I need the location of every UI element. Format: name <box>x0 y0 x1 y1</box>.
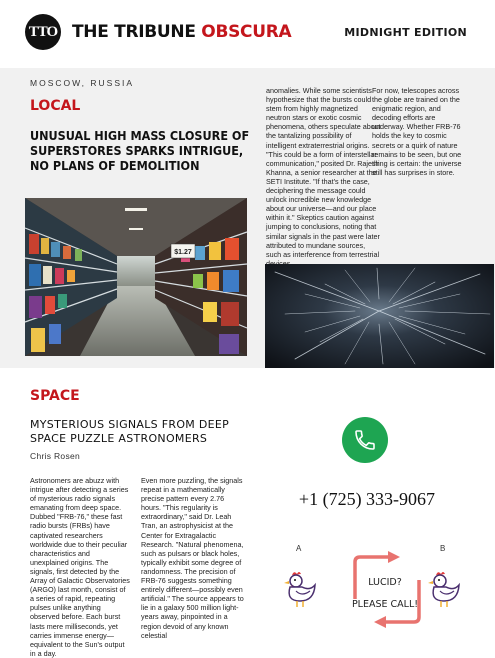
space-article-column-1: Astronomers are abuzz with intrigue after detecting a series of mysterious radio signals emanating from deep space. Dubbed "FRB-76," these fast radio bursts (FRBs) have captivated researchers worldwide due to their peculiar characteristics and unexplained origins. The signals, first detected by the Array of Galactic Observatories (ARGO) last month, consist of a series of rapid, repeating pulses unlike anything observed before. Each burst lasts mere milliseconds, yet carries immense energy—equivalent to the Sun's output in a day. <box>30 476 130 658</box>
starfield-photo <box>265 264 494 368</box>
ad-line-1: LUCID? <box>368 577 402 588</box>
phone-number[interactable]: +1 (725) 333-9067 <box>298 489 436 509</box>
section-label-local: LOCAL <box>30 98 81 114</box>
byline: Chris Rosen <box>30 451 81 461</box>
section-label-space: SPACE <box>30 388 80 404</box>
supermarket-aisle-photo <box>25 198 247 356</box>
phone-icon <box>353 428 377 452</box>
article-column-continued: anomalies. While some scientists hypothesize that the bursts could stem from highly magnetized neutron stars or exotic cosmic phenomena, others speculate about the tantalizing possibility of intelligent extraterrestrial origins. "This could be a form of interstellar communication," posited Dr. Rajesh Khanna, a senior researcher at the SETI Institute. "If that's the case, deciphering the message could unlock incredible new knowledge about our universe—and our place within it." Skeptics caution against jumping to conclusions, noting that similar signals in the past were later attributed to mundane sources, such as interference from terrestrial <box>266 86 381 259</box>
masthead <box>0 0 495 68</box>
article-column-conclusion: For now, telescopes across the globe are trained on the enigmatic region, and decoding efforts are underway. Whether FRB-76 holds the key to cosmic secrets or a quirk of nature remains to be seen, but one thing is certain: the universe still has surprises in store. <box>372 86 462 177</box>
dateline: MOSCOW, RUSSIA <box>30 78 135 88</box>
publication-title-part1: THE TRIBUNE <box>72 22 202 42</box>
hen-b-icon <box>424 567 464 609</box>
label-b: B <box>440 544 446 553</box>
space-article-column-2: Even more puzzling, the signals repeat in a mathematically precise pattern every 2.76 hours. "This regularity is extraordinary," said Dr. Leah Tran, an astrophysicist at the Center for Extragalactic Research. "Natural phenomena, such as pulsars or black holes, typically exhibit some degree of randomness. The precision of FRB-76 suggests something entirely different—possibly even artificial." The source appears to lie in a galaxy 500 million light-years away, pinpointed in a region devoid of any known celestial <box>141 476 244 640</box>
logo: TTO <box>25 14 61 50</box>
space-headline: MYSTERIOUS SIGNALS FROM DEEP SPACE PUZZLE ASTRONOMERS <box>30 418 230 445</box>
edition-label: MIDNIGHT EDITION <box>344 26 467 39</box>
price-sign: $1.27 <box>174 249 192 256</box>
hen-a-icon <box>280 567 320 609</box>
label-a: A <box>296 544 302 553</box>
publication-title-part2: OBSCURA <box>201 22 292 42</box>
ad-line-2: PLEASE CALL! <box>351 599 419 610</box>
publication-title <box>72 22 291 42</box>
phone-call-button[interactable] <box>342 417 388 463</box>
local-headline: UNUSUAL HIGH MASS CLOSURE OF SUPERSTORES SPARKS INTRIGUE, NO PLANS OF DEMOLITION <box>30 128 250 173</box>
